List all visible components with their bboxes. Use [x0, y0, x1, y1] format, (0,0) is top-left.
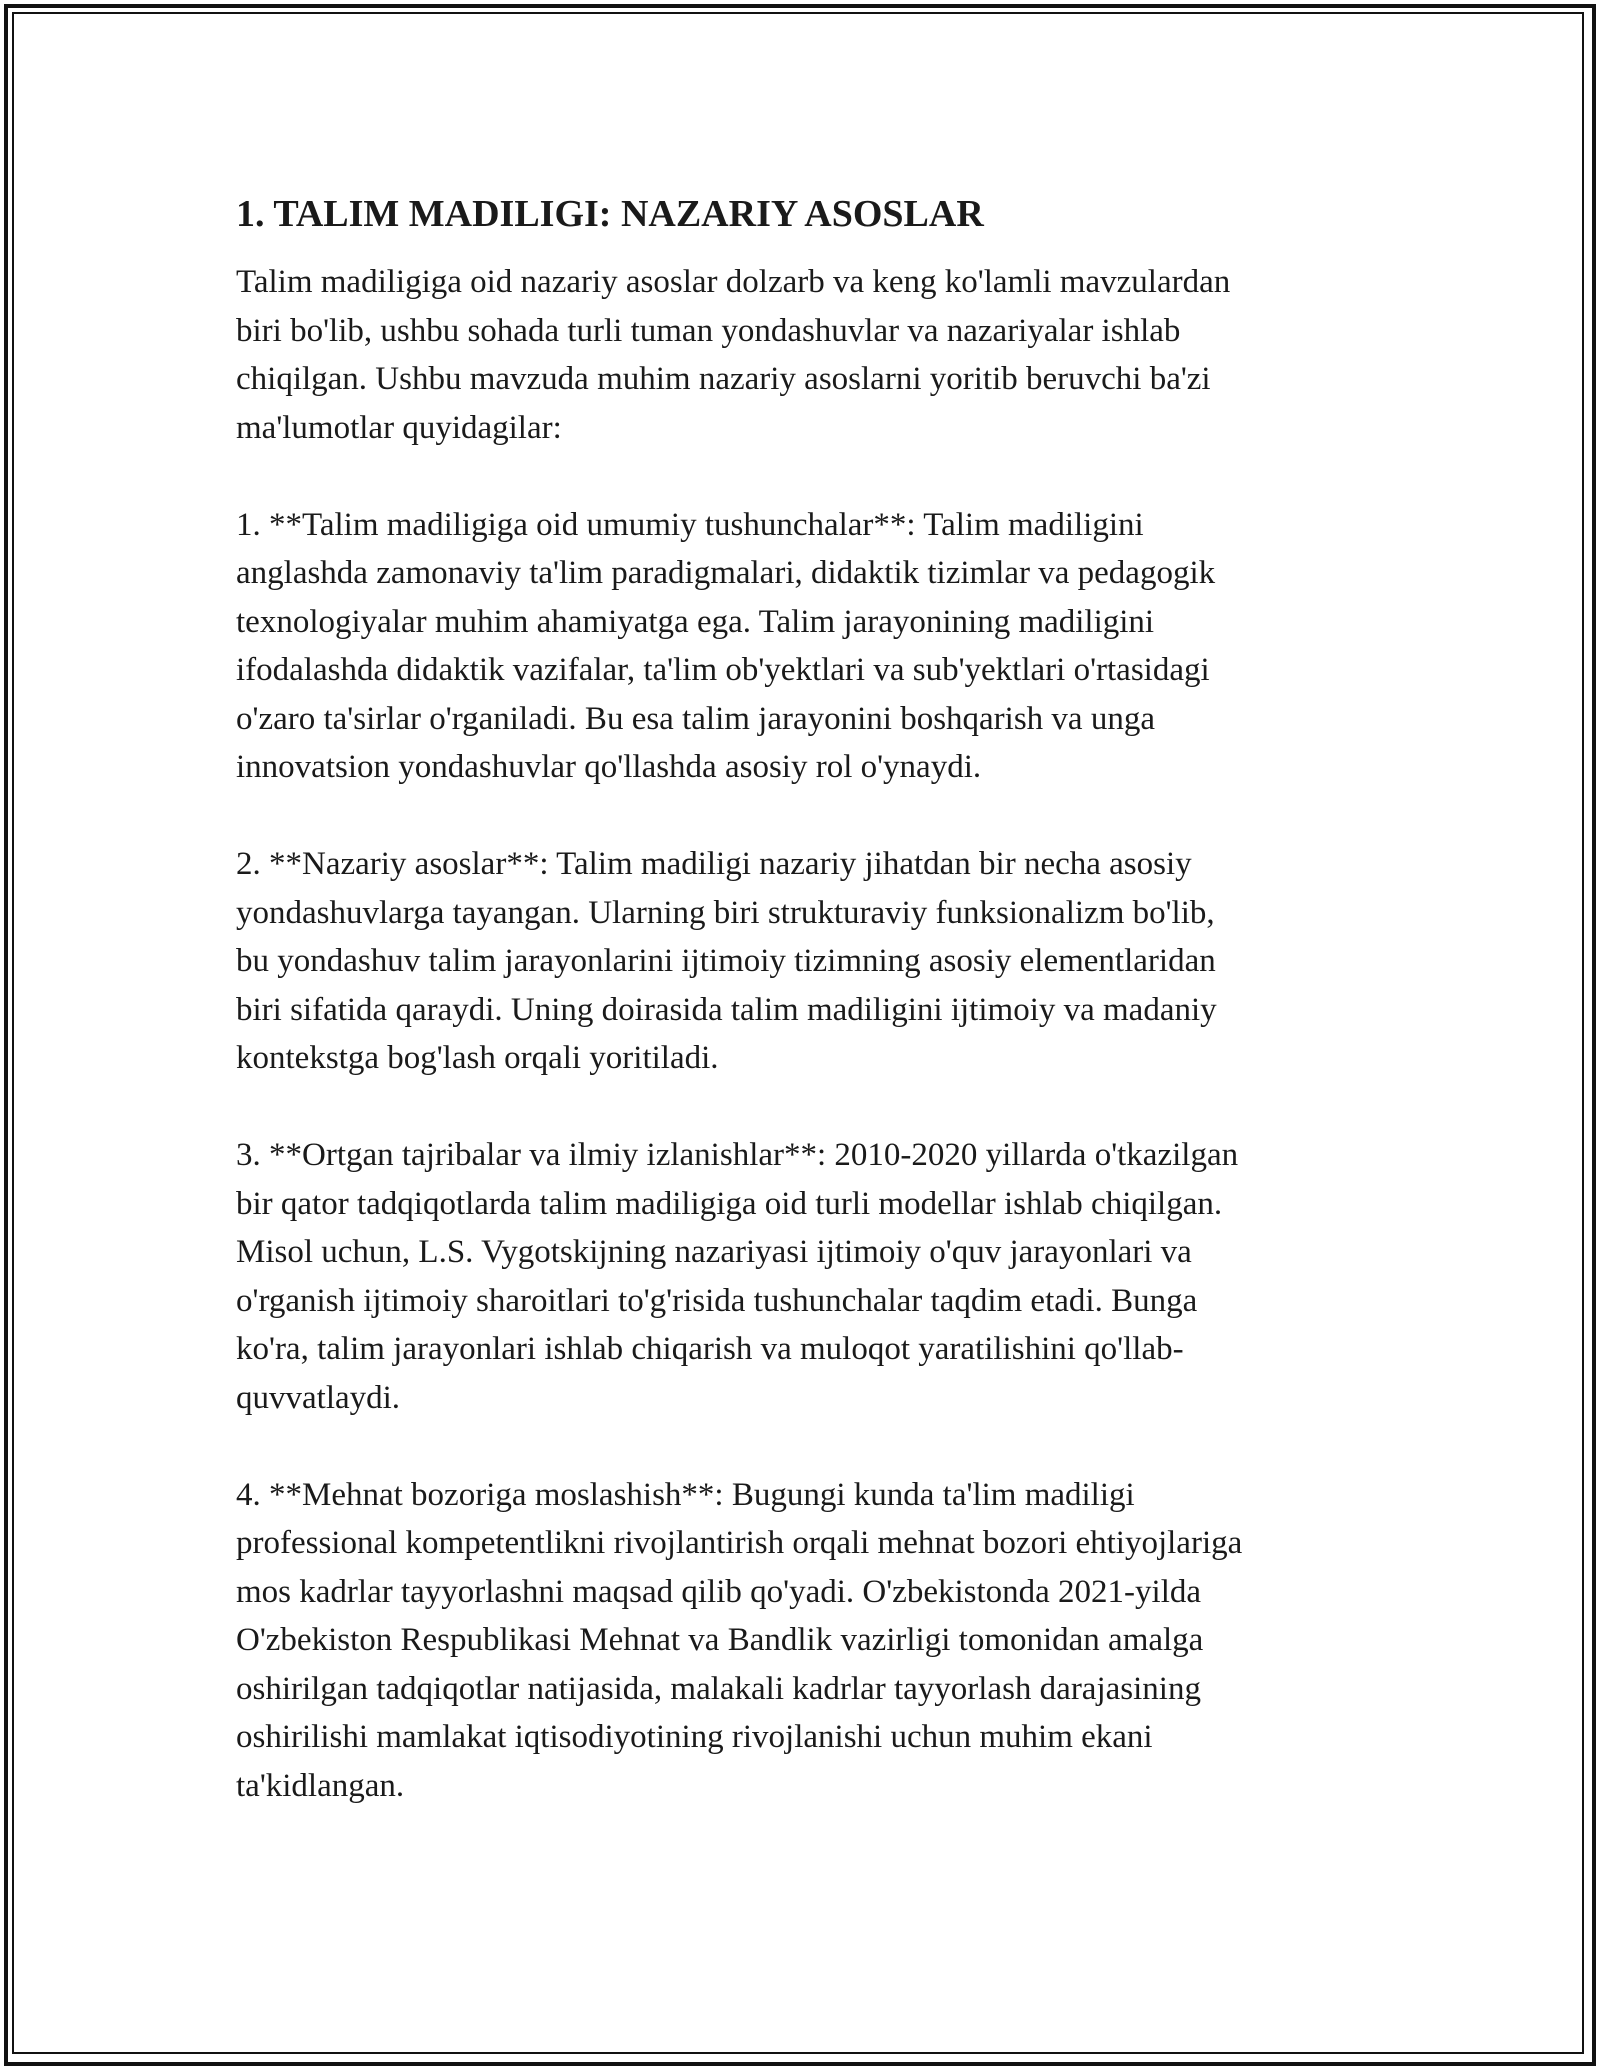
list-item-labor-market: 4. **Mehnat bozoriga moslashish**: Bugungi kunda ta'lim madiligi professional kompetentlikni rivojlantirish orqali mehnat bozori ehtiyojlariga mos kadrlar tayyorlashni maqsad qilib qo'yadi. O'zbekistonda 2021-yilda O'zbekiston Respublikasi Mehnat va Bandlik vazirligi tomonidan amalga oshirilgan tadqiqotlar natijasida, malakali kadrlar tayyorlash darajasining oshirilishi mamlakat iqtisodiyotining rivojlanishi uchun muhim ekani ta'kidlangan.	[236, 1476, 1243, 1804]
list-item-research: 3. **Ortgan tajribalar va ilmiy izlanishlar**: 2010-2020 yillarda o'tkazilgan bir qator tadqiqotlarda talim madiligiga oid turli modellar ishlab chiqilgan. Misol uchun, L.S. Vygotskijning nazariyasi ijtimoiy o'quv jarayonlari va o'rganish ijtimoiy sharoitlari to'g'risida tushunchalar taqdim etadi. Bunga ko'ra, talim jarayonlari ishlab chiqarish va muloqot yaratilishini qo'llab- quvvatlaydi.	[236, 1137, 1239, 1416]
paragraph-spacer	[236, 452, 1366, 501]
intro-paragraph: Talim madiligiga oid nazariy asoslar dolzarb va keng ko'lamli mavzulardan biri bo'lib, ushbu sohada turli tuman yondashuvlar va nazariyalar ishlab chiqilgan. Ushbu mavzuda muhim nazariy asoslarni yoritib beruvchi ba'zi ma'lumotlar quyidagilar:	[236, 264, 1231, 446]
paragraph-spacer	[236, 792, 1366, 841]
paragraph-spacer	[236, 1083, 1366, 1132]
section-heading: 1. TALIM MADILIGI: NAZARIY ASOSLAR	[236, 193, 984, 235]
paragraph-spacer	[236, 1422, 1366, 1471]
list-item-general-concepts: 1. **Talim madiligiga oid umumiy tushunchalar**: Talim madiligini anglashda zamonaviy ta'lim paradigmalari, didaktik tizimlar va pedagogik texnologiyalar muhim ahamiyatga ega. Talim jarayonining madiligini ifodalashda didaktik vazifalar, ta'lim ob'yektlari va sub'yektlari o'rtasidagi o'zaro ta'sirlar o'rganiladi. Bu esa talim jarayonini boshqarish va unga innovatsion yondashuvlar qo'llashda asosiy rol o'ynaydi.	[236, 506, 1216, 785]
document-body	[236, 190, 1366, 1810]
list-item-theoretical-foundations: 2. **Nazariy asoslar**: Talim madiligi nazariy jihatdan bir necha asosiy yondashuvlarga tayangan. Ularning biri strukturaviy funksionalizm bo'lib, bu yondashuv talim jarayonlarini ijtimoiy tizimning asosiy elementlaridan biri sifatida qaraydi. Uning doirasida talim madiligini ijtimoiy va madaniy kontekstga bog'lash orqali yoritiladi.	[236, 846, 1217, 1076]
